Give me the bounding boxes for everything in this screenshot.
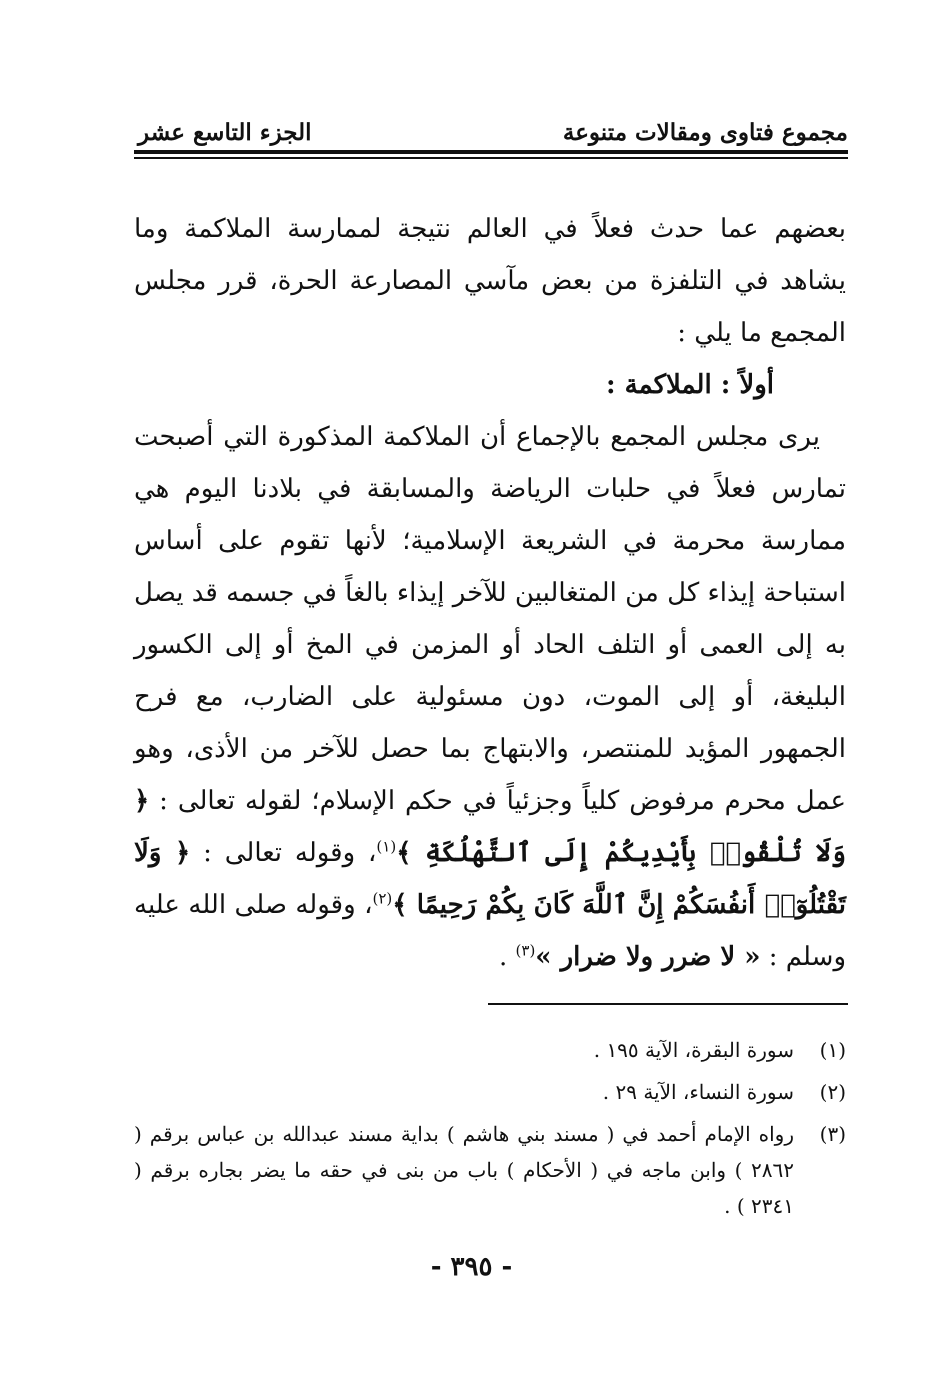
footnote-ref-1: (١) — [376, 837, 397, 856]
book-title: مجموع فتاوى ومقالات متنوعة — [562, 119, 848, 146]
header-rule-thick — [134, 150, 848, 154]
footnote-number: (١) — [819, 1038, 846, 1062]
footnote-number: (٣) — [819, 1122, 846, 1146]
footnote-ref-2: (٢) — [372, 889, 393, 908]
page-number: - ٣٩٥ - — [430, 1252, 513, 1282]
hadith-quote: « لا ضرر ولا ضرار » — [535, 942, 761, 972]
connector-text-1: ، وقوله تعالى : — [203, 838, 377, 868]
footnote-1 — [134, 1032, 846, 1068]
footnote-text: رواه الإمام أحمد في ( مسند بني هاشم ) بداية مسند عبدالله بن عباس برقم ( ٢٨٦٢ ) وابن ماجه في ( الأحكام ) باب من بنى في حقه ما يضر بجاره برقم ( ٢٣٤١ ) . — [134, 1122, 794, 1218]
footnote-ref-3: (٣) — [515, 941, 536, 960]
quran-verse-2: ﴿ وَلَا تَقْتُلُوٓا۟ أَنفُسَكُمْ إِنَّ ٱللَّهَ كَانَ بِكُمْ رَحِيمًا ﴾ — [134, 838, 846, 920]
section-heading-boxing: أولاً : الملاكمة : — [606, 370, 774, 400]
footnotes — [134, 1032, 846, 1224]
footnote-3 — [134, 1116, 846, 1224]
main-text — [134, 203, 846, 983]
footnote-text: سورة النساء، الآية ٢٩ . — [602, 1080, 794, 1104]
end-punctuation: . — [498, 942, 508, 972]
paragraph-1: بعضهم عما حدث فعلاً في العالم نتيجة لممارسة الملاكمة وما يشاهد في التلفزة من بعض مآسي المصارعة الحرة، قرر مجلس المجمع ما يلي : — [134, 214, 846, 348]
paragraph-2-text: يرى مجلس المجمع بالإجماع أن الملاكمة المذكورة التي أصبحت تمارس فعلاً في حلبات الرياضة والمسابقة في بلادنا اليوم هي ممارسة محرمة في الشريعة الإسلامية؛ لأنها تقوم على أساس استباحة إيذاء كل من المتغالبين للآخر إيذاء بالغاً في جسمه قد يصل به إلى العمى أو التلف الحاد أو المزمن في المخ أو إلى الكسور البليغة، أو إلى الموت، دون مسئولية على الضارب، مع فرح الجمهور المؤيد للمنتصر، والابتهاج بما حصل للآخر من الأذى، وهو عمل محرم مرفوض كلياً وجزئياً في حكم الإسلام؛ لقوله تعالى : — [134, 422, 846, 816]
footnote-2 — [134, 1074, 846, 1110]
connector-text-2: ، وقوله صلى الله عليه وسلم : — [134, 890, 846, 972]
footnote-separator — [488, 1003, 848, 1005]
volume-label: الجزء التاسع عشر — [138, 119, 312, 146]
footnote-text: سورة البقرة، الآية ١٩٥ . — [593, 1038, 794, 1062]
running-header — [138, 110, 848, 146]
quran-verse-1: ﴿ وَلَا تُلْقُوا۟ بِأَيْدِيكُمْ إِلَى ٱلتَّهْلُكَةِ ﴾ — [134, 786, 847, 868]
header-rule-thin — [134, 157, 848, 159]
footnote-number: (٢) — [819, 1080, 846, 1104]
paragraph-2 — [134, 411, 846, 983]
